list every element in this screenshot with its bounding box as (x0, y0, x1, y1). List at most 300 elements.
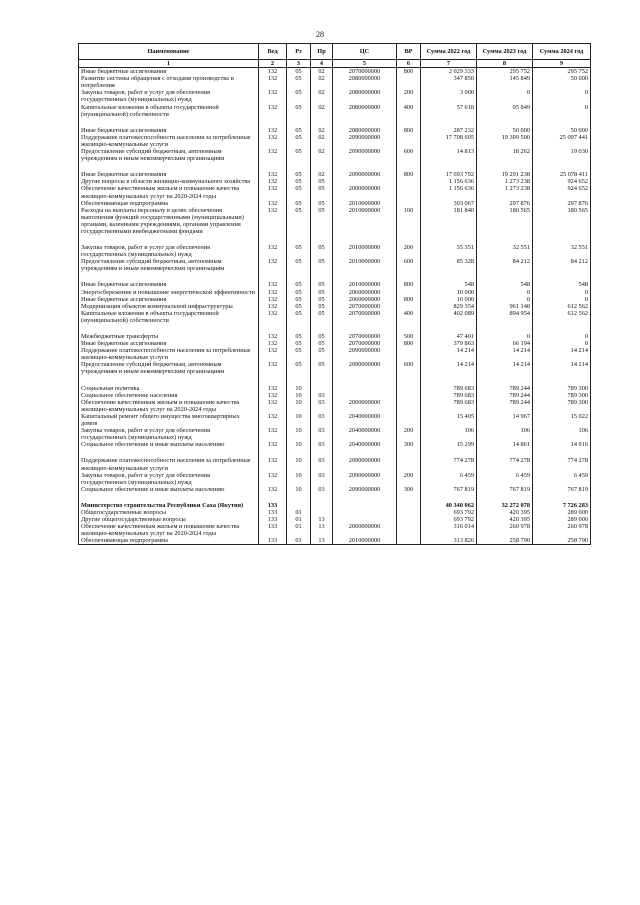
cell-pr: 13 (311, 523, 333, 537)
cell-sum-2023: 84 212 (477, 258, 533, 281)
header-rz: Рз (287, 44, 311, 60)
cell-sum-2023: 145 849 (477, 75, 533, 89)
table-row (79, 281, 591, 288)
header-index: 3 (287, 60, 311, 68)
cell-sum-2023: 258 790 (477, 537, 533, 545)
cell-name: Капитальные вложения в объекты государственной (муниципальной) собственности (79, 310, 259, 333)
cell-sum-2023: 548 (477, 281, 533, 288)
cell-pr: 05 (311, 200, 333, 207)
cell-pr: 03 (311, 457, 333, 471)
cell-pr: 05 (311, 244, 333, 258)
cell-sum-2024: 767 819 (533, 486, 591, 502)
cell-sum-2024: 14 214 (533, 361, 591, 384)
cell-name: Обеспечение качественным жильем и повышение качества жилищно-коммунальных услуг на 2020-2024 годы (79, 399, 259, 413)
cell-rz: 05 (287, 68, 311, 76)
cell-cs: 2090000000 (333, 361, 397, 384)
cell-vr: 800 (397, 68, 421, 76)
cell-vr: 300 (397, 486, 421, 502)
cell-vr (397, 516, 421, 523)
cell-vr: 200 (397, 244, 421, 258)
cell-cs: 2090000000 (333, 472, 397, 486)
cell-rz: 05 (287, 258, 311, 281)
cell-rz: 10 (287, 399, 311, 413)
header-name: Наименование (79, 44, 259, 60)
budget-table (78, 43, 591, 545)
cell-sum-2023: 0 (477, 89, 533, 103)
cell-ved: 132 (259, 281, 287, 288)
cell-sum-2022: 106 (421, 427, 477, 441)
table-row (79, 472, 591, 486)
cell-rz: 05 (287, 134, 311, 148)
cell-name: Иные бюджетные ассигнования (79, 281, 259, 288)
cell-name: Межбюджетные трансферты (79, 333, 259, 340)
cell-rz: 05 (287, 127, 311, 134)
cell-rz: 05 (287, 89, 311, 103)
cell-rz: 01 (287, 516, 311, 523)
table-row (79, 289, 591, 296)
cell-vr (397, 457, 421, 471)
cell-name: Иные бюджетные ассигнования (79, 68, 259, 76)
cell-sum-2022: 1 156 636 (421, 185, 477, 199)
cell-sum-2023: 14 214 (477, 361, 533, 384)
cell-ved: 132 (259, 333, 287, 340)
cell-sum-2022: 693 792 (421, 509, 477, 516)
table-row (79, 361, 591, 384)
header-index: 7 (421, 60, 477, 68)
cell-vr: 200 (397, 89, 421, 103)
cell-sum-2022: 313 826 (421, 537, 477, 545)
cell-rz: 05 (287, 281, 311, 288)
cell-pr (311, 502, 333, 509)
cell-pr: 05 (311, 185, 333, 199)
table-row (79, 392, 591, 399)
cell-sum-2022: 85 328 (421, 258, 477, 281)
cell-sum-2022: 6 459 (421, 472, 477, 486)
cell-pr: 13 (311, 516, 333, 523)
cell-sum-2023: 66 194 (477, 340, 533, 347)
cell-sum-2022: 3 000 (421, 89, 477, 103)
cell-rz: 05 (287, 104, 311, 127)
cell-name: Закупка товаров, работ и услуг для обеспечения государственных (муниципальных) нужд (79, 472, 259, 486)
header-ved: Вед (259, 44, 287, 60)
cell-pr: 05 (311, 361, 333, 384)
cell-cs: 2000000000 (333, 185, 397, 199)
cell-sum-2024: 50 000 (533, 127, 591, 134)
cell-sum-2022: 40 340 062 (421, 502, 477, 509)
cell-rz: 05 (287, 178, 311, 185)
cell-sum-2023: 95 849 (477, 104, 533, 127)
cell-pr: 03 (311, 472, 333, 486)
cell-ved: 133 (259, 516, 287, 523)
table-row (79, 441, 591, 457)
cell-sum-2022: 789 683 (421, 399, 477, 413)
cell-sum-2023: 297 876 (477, 200, 533, 207)
cell-vr (397, 134, 421, 148)
cell-name: Обеспечивающая подпрограмма (79, 200, 259, 207)
cell-sum-2022: 402 089 (421, 310, 477, 333)
cell-cs: 2010000000 (333, 244, 397, 258)
cell-rz: 10 (287, 441, 311, 457)
cell-rz: 10 (287, 385, 311, 392)
cell-sum-2022: 14 214 (421, 347, 477, 361)
cell-pr: 03 (311, 441, 333, 457)
cell-ved: 132 (259, 148, 287, 171)
cell-name: Иные бюджетные ассигнования (79, 127, 259, 134)
cell-sum-2024: 789 300 (533, 399, 591, 413)
cell-ved: 132 (259, 385, 287, 392)
cell-sum-2022: 35 351 (421, 244, 477, 258)
cell-sum-2024: 0 (533, 296, 591, 303)
cell-pr: 02 (311, 134, 333, 148)
cell-sum-2024: 14 916 (533, 441, 591, 457)
cell-name: Энергосбережение и повышение энергетической эффективности (79, 289, 259, 296)
cell-sum-2024: 6 459 (533, 472, 591, 486)
cell-cs: 2000000000 (333, 523, 397, 537)
cell-sum-2022: 789 683 (421, 385, 477, 392)
cell-cs: 2060000000 (333, 289, 397, 296)
cell-rz: 10 (287, 392, 311, 399)
cell-sum-2022: 57 618 (421, 104, 477, 127)
header-index: 1 (79, 60, 259, 68)
cell-sum-2022: 379 863 (421, 340, 477, 347)
table-row (79, 185, 591, 199)
cell-sum-2022: 17 708 605 (421, 134, 477, 148)
cell-rz: 05 (287, 303, 311, 310)
cell-pr: 05 (311, 178, 333, 185)
cell-sum-2023: 0 (477, 333, 533, 340)
cell-sum-2024: 924 652 (533, 178, 591, 185)
cell-cs (333, 509, 397, 516)
table-row (79, 303, 591, 310)
cell-pr: 02 (311, 148, 333, 171)
cell-pr: 02 (311, 75, 333, 89)
cell-sum-2023: 19 291 238 (477, 171, 533, 178)
cell-pr: 05 (311, 333, 333, 340)
table-row (79, 333, 591, 340)
cell-ved: 132 (259, 486, 287, 502)
cell-sum-2023: 420 395 (477, 516, 533, 523)
cell-pr: 05 (311, 347, 333, 361)
cell-cs: 2070000000 (333, 310, 397, 333)
cell-ved: 132 (259, 457, 287, 471)
header-cs: ЦС (333, 44, 397, 60)
cell-rz: 01 (287, 509, 311, 516)
cell-vr: 400 (397, 310, 421, 333)
cell-ved: 132 (259, 296, 287, 303)
cell-sum-2024: 612 562 (533, 303, 591, 310)
cell-vr (397, 385, 421, 392)
cell-ved: 133 (259, 502, 287, 509)
cell-name: Иные бюджетные ассигнования (79, 340, 259, 347)
cell-ved: 133 (259, 523, 287, 537)
cell-ved: 132 (259, 289, 287, 296)
cell-ved: 132 (259, 134, 287, 148)
cell-pr: 02 (311, 89, 333, 103)
cell-pr (311, 385, 333, 392)
cell-sum-2024: 7 726 283 (533, 502, 591, 509)
cell-sum-2022: 316 014 (421, 523, 477, 537)
cell-sum-2024: 106 (533, 427, 591, 441)
cell-sum-2024: 180 565 (533, 207, 591, 244)
table-row (79, 385, 591, 392)
cell-cs: 2080000000 (333, 127, 397, 134)
header-index: 2 (259, 60, 287, 68)
cell-sum-2024: 0 (533, 333, 591, 340)
cell-rz: 05 (287, 185, 311, 199)
cell-sum-2022: 181 840 (421, 207, 477, 244)
cell-pr: 05 (311, 310, 333, 333)
cell-rz: 05 (287, 296, 311, 303)
cell-pr: 05 (311, 281, 333, 288)
cell-vr: 400 (397, 104, 421, 127)
cell-cs: 2010000000 (333, 207, 397, 244)
cell-pr: 03 (311, 392, 333, 399)
cell-vr: 800 (397, 296, 421, 303)
cell-sum-2024: 15 022 (533, 413, 591, 427)
cell-sum-2024: 789 300 (533, 392, 591, 399)
cell-rz: 05 (287, 200, 311, 207)
cell-vr: 300 (397, 441, 421, 457)
header-index: 5 (333, 60, 397, 68)
cell-sum-2022: 15 299 (421, 441, 477, 457)
cell-rz: 05 (287, 171, 311, 178)
cell-pr: 03 (311, 413, 333, 427)
cell-name: Поддержание платежеспособности населения за потребленные жилищно-коммунальные услуги (79, 134, 259, 148)
cell-name: Предоставление субсидий бюджетным, автономным учреждениям и иным некоммерческим организациям (79, 148, 259, 171)
cell-cs (333, 392, 397, 399)
cell-name: Социальное обеспечение и иные выплаты населению (79, 441, 259, 457)
cell-name: Расходы на выплаты персоналу в целях обеспечения выполнения функций государственными (муниципальными) органами, казенными учреждениями, органами управления государственными внебюджетными фондами (79, 207, 259, 244)
table-row (79, 68, 591, 76)
cell-vr (397, 537, 421, 545)
cell-sum-2022: 10 000 (421, 296, 477, 303)
header-sum-2022: Сумма 2022 год (421, 44, 477, 60)
cell-vr: 800 (397, 340, 421, 347)
table-row (79, 207, 591, 244)
cell-vr: 500 (397, 333, 421, 340)
cell-ved: 132 (259, 303, 287, 310)
header-index: 6 (397, 60, 421, 68)
cell-ved: 132 (259, 171, 287, 178)
cell-ved: 132 (259, 399, 287, 413)
cell-vr: 200 (397, 472, 421, 486)
cell-cs: 2070000000 (333, 303, 397, 310)
cell-name: Поддержание платежеспособности населения за потребленные жилищно-коммунальные услуги (79, 457, 259, 471)
table-row (79, 502, 591, 509)
table-row (79, 296, 591, 303)
cell-pr: 13 (311, 537, 333, 545)
cell-ved: 132 (259, 258, 287, 281)
cell-ved: 133 (259, 509, 287, 516)
cell-vr: 600 (397, 148, 421, 171)
cell-sum-2023: 789 244 (477, 399, 533, 413)
cell-sum-2022: 774 278 (421, 457, 477, 471)
cell-sum-2022: 829 354 (421, 303, 477, 310)
cell-sum-2023: 260 978 (477, 523, 533, 537)
cell-ved: 132 (259, 441, 287, 457)
table-row (79, 178, 591, 185)
cell-rz: 10 (287, 427, 311, 441)
cell-vr (397, 178, 421, 185)
table-row (79, 244, 591, 258)
cell-rz: 05 (287, 244, 311, 258)
cell-sum-2024: 25 078 411 (533, 171, 591, 178)
cell-rz: 10 (287, 413, 311, 427)
cell-cs: 2010000000 (333, 258, 397, 281)
cell-sum-2024: 14 214 (533, 347, 591, 361)
table-row (79, 399, 591, 413)
cell-cs: 2000000000 (333, 399, 397, 413)
cell-sum-2023: 106 (477, 427, 533, 441)
cell-ved: 132 (259, 413, 287, 427)
cell-sum-2023: 1 273 238 (477, 185, 533, 199)
table-header-row (79, 44, 591, 60)
cell-ved: 133 (259, 537, 287, 545)
cell-sum-2023: 420 395 (477, 509, 533, 516)
cell-vr (397, 502, 421, 509)
cell-ved: 132 (259, 361, 287, 384)
cell-pr: 02 (311, 68, 333, 76)
header-index: 4 (311, 60, 333, 68)
cell-ved: 132 (259, 185, 287, 199)
cell-name: Предоставление субсидий бюджетным, автономным учреждениям и иным некоммерческим организациям (79, 258, 259, 281)
cell-sum-2022: 14 214 (421, 361, 477, 384)
cell-sum-2023: 789 244 (477, 385, 533, 392)
cell-vr (397, 347, 421, 361)
cell-sum-2023: 14 214 (477, 347, 533, 361)
cell-vr: 800 (397, 127, 421, 134)
cell-name: Закупка товаров, работ и услуг для обеспечения государственных (муниципальных) нужд (79, 89, 259, 103)
cell-sum-2024: 50 000 (533, 75, 591, 89)
cell-sum-2024: 297 876 (533, 200, 591, 207)
cell-rz: 05 (287, 289, 311, 296)
cell-pr: 05 (311, 289, 333, 296)
cell-cs: 2070000000 (333, 333, 397, 340)
cell-ved: 132 (259, 207, 287, 244)
table-row (79, 457, 591, 471)
cell-cs: 2090000000 (333, 486, 397, 502)
cell-name: Социальное обеспечение и иные выплаты населению (79, 486, 259, 502)
cell-name: Поддержание платежеспособности населения за потребленные жилищно-коммунальные услуги (79, 347, 259, 361)
cell-sum-2023: 50 000 (477, 127, 533, 134)
cell-vr (397, 185, 421, 199)
cell-rz: 05 (287, 75, 311, 89)
cell-cs: 2040000000 (333, 413, 397, 427)
cell-name: Министерство строительства Республики Саха (Якутия) (79, 502, 259, 509)
table-row (79, 310, 591, 333)
cell-pr: 03 (311, 399, 333, 413)
cell-sum-2024: 0 (533, 340, 591, 347)
cell-cs (333, 385, 397, 392)
table-row (79, 171, 591, 178)
table-row (79, 200, 591, 207)
cell-sum-2023: 18 262 (477, 148, 533, 171)
cell-sum-2023: 32 272 078 (477, 502, 533, 509)
table-body (79, 68, 591, 545)
cell-ved: 132 (259, 68, 287, 76)
cell-sum-2023: 894 954 (477, 310, 533, 333)
cell-name: Обеспечение качественным жильем и повышение качества жилищно-коммунальных услуг на 2020-2024 годы (79, 185, 259, 199)
cell-cs: 2060000000 (333, 296, 397, 303)
header-index: 9 (533, 60, 591, 68)
table-row (79, 347, 591, 361)
header-vr: ВР (397, 44, 421, 60)
cell-vr (397, 200, 421, 207)
cell-pr: 02 (311, 171, 333, 178)
cell-sum-2022: 14 813 (421, 148, 477, 171)
cell-pr: 05 (311, 207, 333, 244)
cell-rz: 10 (287, 472, 311, 486)
cell-rz: 10 (287, 486, 311, 502)
cell-cs: 2010000000 (333, 537, 397, 545)
cell-ved: 132 (259, 347, 287, 361)
cell-sum-2022: 693 792 (421, 516, 477, 523)
cell-name: Закупка товаров, работ и услуг для обеспечения государственных (муниципальных) нужд (79, 244, 259, 258)
cell-name: Капитальные вложения в объекты государственной (муниципальной) собственности (79, 104, 259, 127)
cell-sum-2024: 612 562 (533, 310, 591, 333)
cell-vr (397, 289, 421, 296)
cell-sum-2023: 180 565 (477, 207, 533, 244)
table-row (79, 413, 591, 427)
cell-sum-2022: 767 819 (421, 486, 477, 502)
cell-ved: 132 (259, 200, 287, 207)
cell-cs: 2010000000 (333, 281, 397, 288)
cell-sum-2024: 0 (533, 289, 591, 296)
header-pr: Пр (311, 44, 333, 60)
cell-ved: 132 (259, 472, 287, 486)
cell-sum-2024: 0 (533, 104, 591, 127)
page-number: 28 (316, 30, 324, 39)
cell-sum-2023: 0 (477, 296, 533, 303)
cell-name: Закупка товаров, работ и услуг для обеспечения государственных (муниципальных) нужд (79, 427, 259, 441)
cell-name: Другие общегосударственные вопросы (79, 516, 259, 523)
cell-cs: 2080000000 (333, 104, 397, 127)
cell-sum-2023: 767 819 (477, 486, 533, 502)
cell-vr (397, 509, 421, 516)
cell-sum-2022: 303 067 (421, 200, 477, 207)
cell-rz: 05 (287, 361, 311, 384)
cell-pr: 05 (311, 258, 333, 281)
cell-cs (333, 178, 397, 185)
cell-pr: 03 (311, 486, 333, 502)
cell-cs: 2080000000 (333, 75, 397, 89)
table-row (79, 516, 591, 523)
cell-rz: 05 (287, 310, 311, 333)
cell-rz: 05 (287, 148, 311, 171)
cell-sum-2024: 32 551 (533, 244, 591, 258)
cell-name: Предоставление субсидий бюджетным, автономным учреждениям и иным некоммерческим организациям (79, 361, 259, 384)
header-sum-2024: Сумма 2024 год (533, 44, 591, 60)
cell-name: Социальное обеспечение населения (79, 392, 259, 399)
table-row (79, 509, 591, 516)
cell-sum-2024: 774 278 (533, 457, 591, 471)
cell-pr: 02 (311, 104, 333, 127)
cell-sum-2024: 924 652 (533, 185, 591, 199)
cell-cs: 2070000000 (333, 340, 397, 347)
cell-cs: 2070000000 (333, 68, 397, 76)
cell-vr: 600 (397, 258, 421, 281)
cell-vr (397, 392, 421, 399)
table-row (79, 104, 591, 127)
table-row (79, 486, 591, 502)
cell-sum-2022: 1 156 636 (421, 178, 477, 185)
table-row (79, 148, 591, 171)
cell-vr: 600 (397, 361, 421, 384)
cell-cs (333, 502, 397, 509)
cell-sum-2023: 1 273 238 (477, 178, 533, 185)
cell-cs: 2090000000 (333, 148, 397, 171)
cell-rz: 01 (287, 537, 311, 545)
